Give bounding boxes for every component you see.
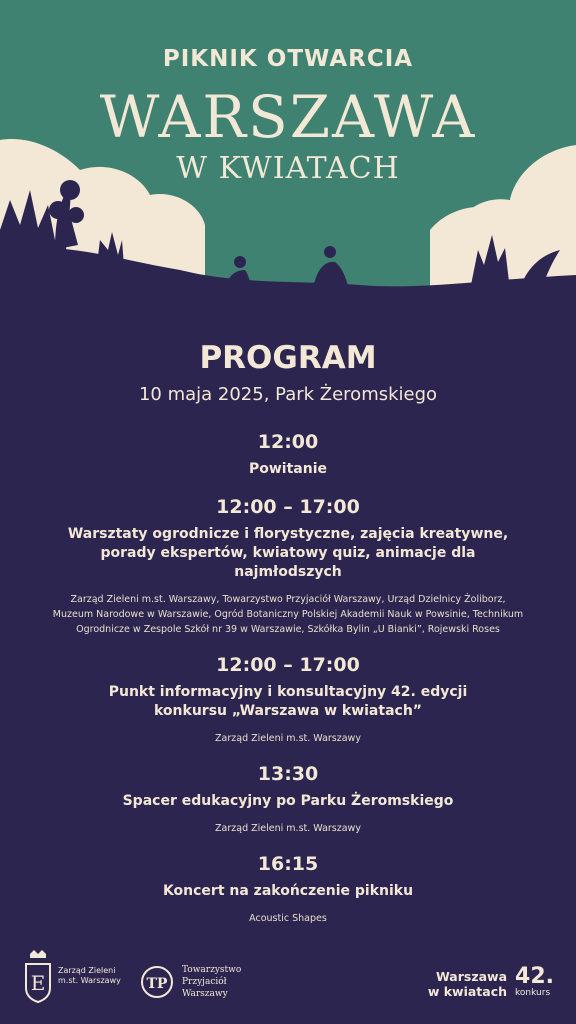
event-time: 16:15	[257, 853, 319, 875]
event-time: 12:00 – 17:00	[216, 496, 360, 518]
footer-logos	[0, 940, 576, 1024]
tpw-logo	[140, 964, 241, 1000]
event-organizers: Acoustic Shapes	[249, 913, 327, 924]
event-title: Powitanie	[248, 461, 327, 477]
zzw-label-line1: Zarząd Zieleni	[58, 966, 116, 975]
event-title: Spacer edukacyjny po Parku Żeromskiego	[122, 793, 454, 809]
zzw-label	[58, 966, 121, 986]
event-title: Punkt informacyjny i konsultacyjny 42. edycji konkursu „Warszawa w kwiatach”	[108, 684, 468, 719]
event-title: Koncert na zakończenie pikniku	[162, 883, 414, 899]
tpw-label-line2: Przyjaciół	[182, 977, 227, 987]
program-section	[0, 340, 576, 942]
event-kicker: PIKNIK OTWARCIA	[162, 46, 414, 72]
zzw-logo	[24, 948, 121, 1004]
tpw-label-line3: Warszawy	[182, 989, 228, 999]
contest-name	[428, 969, 507, 999]
tpw-label-line1: Towarzystwo	[182, 965, 242, 975]
hero-illustration	[0, 0, 576, 320]
event-title: Warsztaty ogrodnicze i florystyczne, zajęcia kreatywne, porady ekspertów, kwiatowy quiz, animacje dla najmłodszych	[67, 526, 509, 580]
event-item	[0, 762, 576, 836]
zzw-label-line2: m.st. Warszawy	[58, 976, 121, 985]
tpw-emblem-icon	[140, 965, 174, 999]
event-item	[0, 653, 576, 746]
warsaw-crest-icon	[24, 948, 52, 1004]
program-title: PROGRAM	[199, 340, 377, 376]
event-time: 12:00 – 17:00	[216, 654, 360, 676]
program-date-place: 10 maja 2025, Park Żeromskiego	[138, 384, 438, 405]
contest-badge	[428, 966, 554, 999]
event-organizers: Zarząd Zieleni m.st. Warszawy	[215, 733, 361, 744]
contest-name-line2: w kwiatach	[427, 984, 508, 999]
svg-text:TP: TP	[146, 976, 168, 992]
event-item	[0, 430, 576, 479]
event-title-sub: W KWIATACH	[176, 151, 400, 186]
event-item	[0, 852, 576, 926]
event-organizers: Zarząd Zieleni m.st. Warszawy, Towarzystwo Przyjaciół Warszawy, Urząd Dzielnicy Żoliborz, Muzeum Narodowe w Warszawie, Ogród Botaniczny Polskiej Akademii Nauk w Powsinie, Technikum Ogrodnicze w Zespole Szkół nr 39 w Warszawie, Szkółka Bylin „U Bianki”, Rojewski Roses	[52, 594, 524, 635]
event-list	[0, 430, 576, 926]
event-time: 12:00	[257, 431, 319, 453]
contest-edition-number: 42.	[515, 964, 554, 989]
event-organizers: Zarząd Zieleni m.st. Warszawy	[215, 823, 361, 834]
tpw-label	[182, 964, 241, 1000]
event-title-main: WARSZAWA	[99, 83, 477, 151]
contest-edition	[515, 966, 554, 999]
svg-text:E: E	[30, 971, 46, 995]
contest-edition-label: konkurs	[515, 988, 551, 998]
event-item	[0, 495, 576, 637]
contest-name-line1: Warszawa	[435, 969, 508, 984]
event-time: 13:30	[257, 763, 319, 785]
